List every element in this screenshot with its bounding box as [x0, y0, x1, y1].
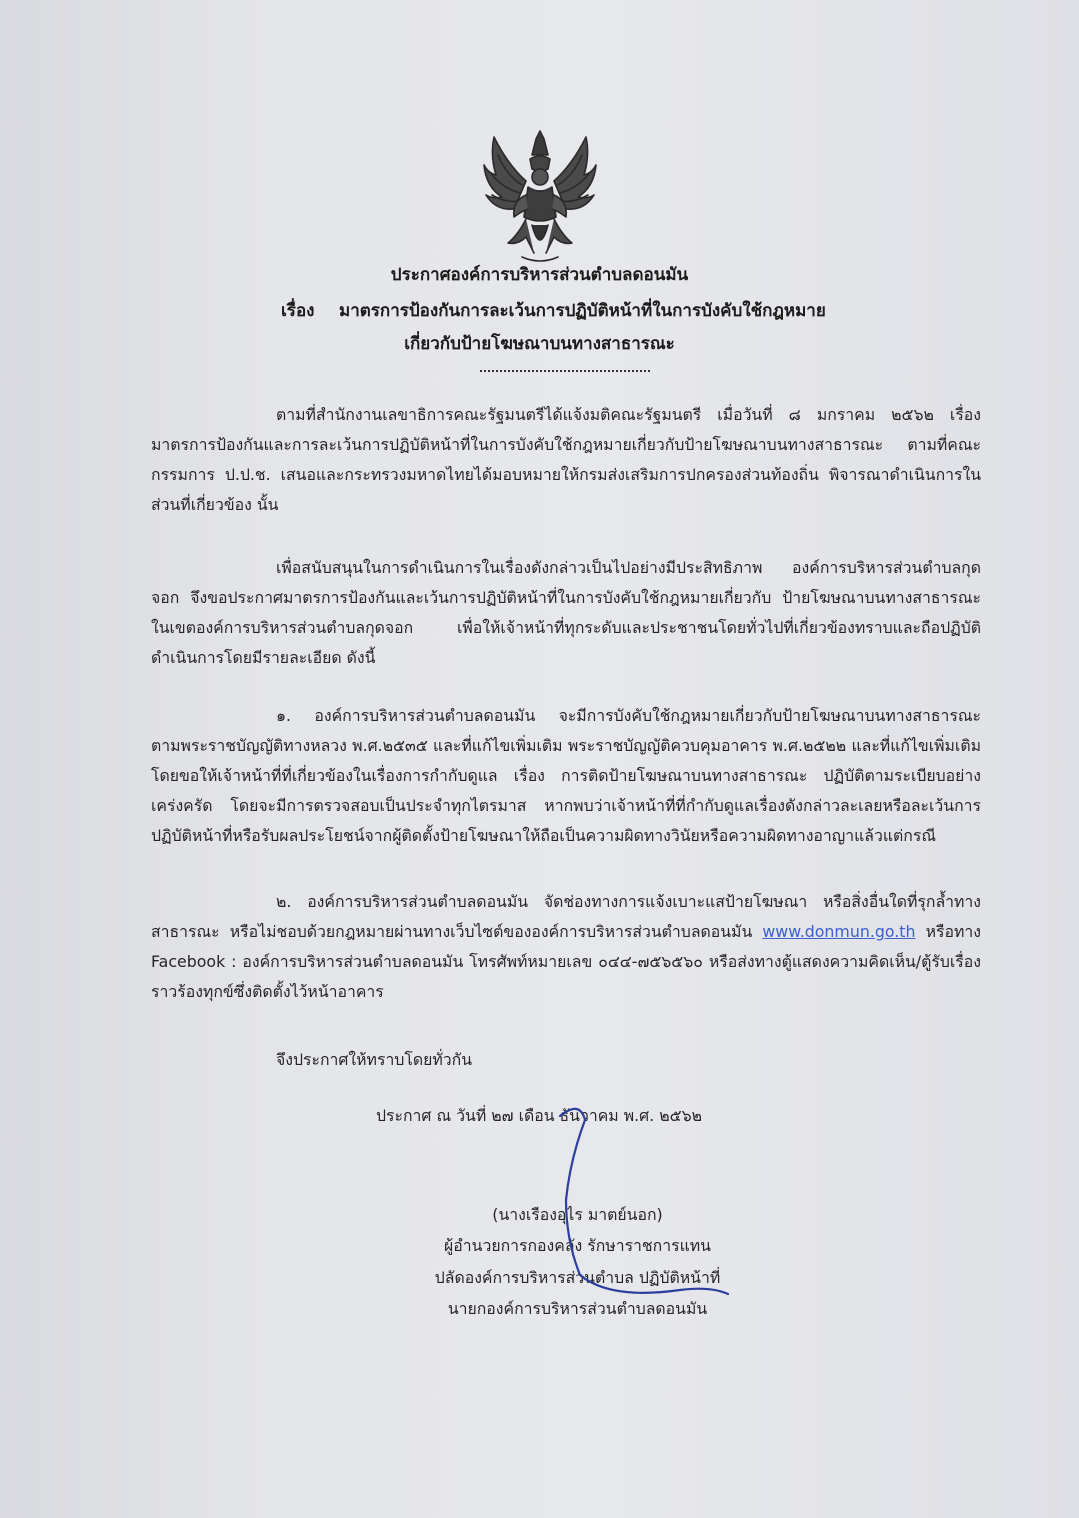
subject-text: มาตรการป้องกันการละเว้นการปฏิบัติหน้าที่ในการบังคับใช้กฎหมาย [339, 301, 826, 321]
paragraph-4-text-start: ๒. องค์การบริหารส่วนตำบลดอนมัน จัดช่องทางการแจ้งเบาะแสป้ายโฆษณา หรือสิ่งอื่นใดที่รุกล้ำทางสาธารณะ หรือไม่ชอบด้วยกฎหมายผ่านทางเว็บไซต์ขององค์การบริหารส่วนตำบลดอนมัน [151, 892, 981, 941]
subject-label: เรื่อง [281, 301, 315, 321]
signatory-name: (นางเรืองอุไร มาตย์นอก) [492, 1205, 663, 1224]
date-line: ประกาศ ณ วันที่ ๒๗ เดือน ธันวาคม พ.ศ. ๒๕๖๒ [376, 1106, 703, 1125]
closing-line: จึงประกาศให้ทราบโดยทั่วกัน [276, 1050, 472, 1069]
signatory-position-1: ผู้อำนวยการกองคลัง รักษาราชการแทน [444, 1236, 711, 1255]
paragraph-3: ๑. องค์การบริหารส่วนตำบลดอนมัน จะมีการบังคับใช้กฎหมายเกี่ยวกับป้ายโฆษณาบนทางสาธารณะตามพระราชบัญญัติทางหลวง พ.ศ.๒๕๓๕ และที่แก้ไขเพิ่มเติม พระราชบัญญัติควบคุมอาคาร พ.ศ.๒๕๒๒ และที่แก้ไขเพิ่มเติม โดยขอให้เจ้าหน้าที่ที่เกี่ยวข้องในเรื่องการกำกับดูแล เรื่อง การติดป้ายโฆษณาบนทางสาธารณะ ปฏิบัติตามระเบียบอย่างเคร่งครัด โดยจะมีการตรวจสอบเป็นประจำทุกไตรมาส หากพบว่าเจ้าหน้าที่ที่กำกับดูแลเรื่องดังกล่าวละเลยหรือละเว้นการปฏิบัติหน้าที่หรือรับผลประโยชน์จากผู้ติดตั้งป้ายโฆษณาให้ถือเป็นความผิดทางวินัยหรือความผิดทางอาญาแล้วแต่กรณี [151, 706, 981, 845]
paragraph-1: ตามที่สำนักงานเลขาธิการคณะรัฐมนตรีได้แจ้งมติคณะรัฐมนตรี เมื่อวันที่ ๘ มกราคม ๒๕๖๒ เรื่อง มาตรการป้องกันและการละเว้นการปฏิบัติหน้าที่ในการบังคับใช้กฎหมายเกี่ยวกับป้ายโฆษณาบนทางสาธารณะ ตามที่คณะกรรมการ ป.ป.ช. เสนอและกระทรวงมหาดไทยได้มอบหมายให้กรมส่งเสริมการปกครองส่วนท้องถิ่น พิจารณาดำเนินการในส่วนที่เกี่ยวข้อง นั้น [151, 405, 981, 514]
garuda-emblem-icon [478, 125, 602, 267]
website-link[interactable]: www.donmun.go.th [762, 922, 916, 941]
announcement-title: ประกาศองค์การบริหารส่วนตำบลดอนมัน [390, 265, 689, 285]
paragraph-4-text-end: หรือทาง Facebook : องค์การบริหารส่วนตำบลดอนมัน โทรศัพท์หมายเลข ๐๔๔-๗๕๖๕๖๐ หรือส่งทางตู้แสดงความคิดเห็น/ตู้รับเรื่องราวร้องทุกข์ซึ่งติดตั้งไว้หน้าอาคาร [151, 922, 981, 1001]
subject-continuation: เกี่ยวกับป้ายโฆษณาบนทางสาธารณะ [404, 334, 675, 354]
paragraph-4 [151, 887, 981, 1007]
signatory-position-3: นายกองค์การบริหารส่วนตำบลดอนมัน [447, 1299, 708, 1318]
dotted-separator [480, 370, 650, 372]
paragraph-2: เพื่อสนับสนุนในการดำเนินการในเรื่องดังกล่าวเป็นไปอย่างมีประสิทธิภาพ องค์การบริหารส่วนตำบลกุดจอก จึงขอประกาศมาตรการป้องกันและเว้นการปฏิบัติหน้าที่ในการบังคับใช้กฎหมายเกี่ยวกับ ป้ายโฆษณาบนทางสาธารณะในเขตองค์การบริหารส่วนตำบลกุดจอก เพื่อให้เจ้าหน้าที่ทุกระดับและประชาชนโดยทั่วไปที่เกี่ยวข้องทราบและถือปฏิบัติดำเนินการโดยมีรายละเอียด ดังนี้ [151, 558, 981, 667]
signatory-position-2: ปลัดองค์การบริหารส่วนตำบล ปฏิบัติหน้าที่ [434, 1268, 721, 1287]
